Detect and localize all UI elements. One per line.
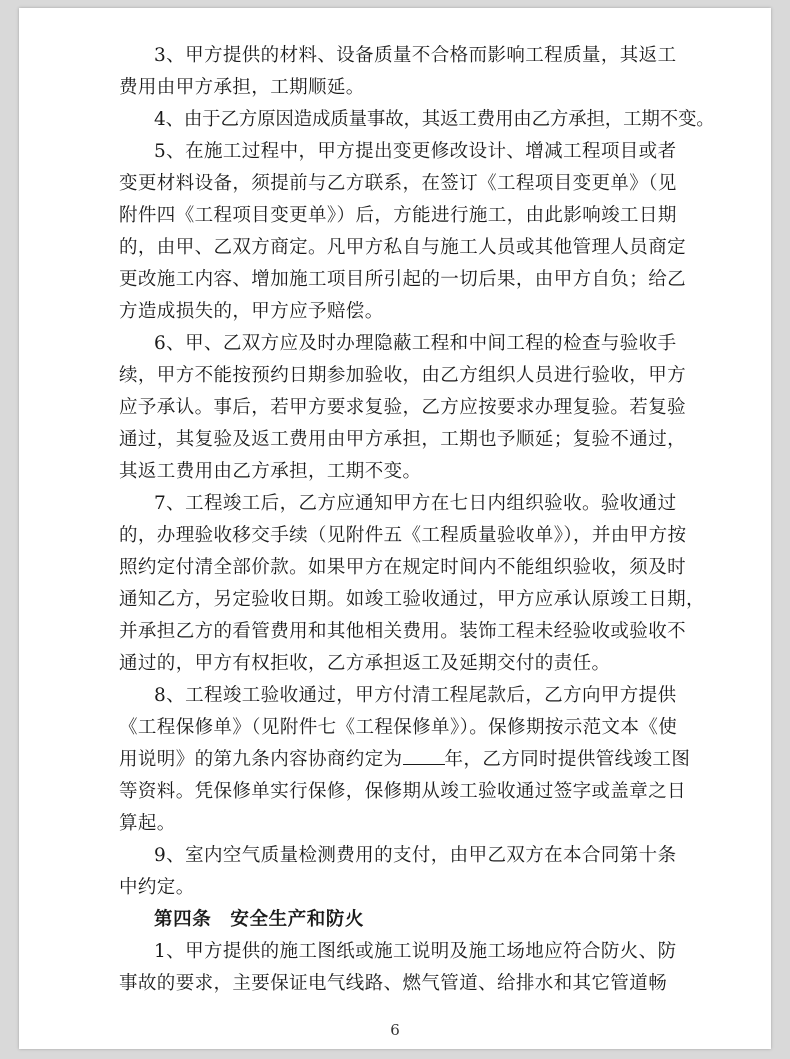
paragraph-line: 6、甲、乙双方应及时办理隐蔽工程和中间工程的检查与验收手 [154, 333, 677, 354]
fill-in-blank [403, 746, 445, 765]
paragraph-line: 的，办理验收移交手续（见附件五《工程质量验收单》），并由甲方按 [119, 525, 687, 546]
paragraph-line: 并承担乙方的看管费用和其他相关费用。装饰工程未经验收或验收不 [119, 621, 687, 642]
page-content [119, 40, 719, 1000]
document-page [19, 8, 771, 1049]
paragraph-line: 费用由甲方承担，工期顺延。 [119, 77, 365, 98]
paragraph-line-head: 用说明》的第九条内容协商约定为 [119, 749, 403, 770]
paragraph-line: 1、甲方提供的施工图纸或施工说明及施工场地应符合防火、防 [154, 941, 677, 962]
paragraph-line: 等资料。凭保修单实行保修，保修期从竣工验收通过签字或盖章之日 [119, 781, 687, 802]
paragraph-line: 中约定。 [119, 877, 195, 898]
paragraph-line: 续，甲方不能按预约日期参加验收，由乙方组织人员进行验收，甲方 [119, 365, 687, 386]
paragraph-6 [119, 328, 719, 488]
paragraph-9 [119, 840, 719, 904]
paragraph-line: 算起。 [119, 813, 176, 834]
paragraph-line: 变更材料设备，须提前与乙方联系，在签订《工程项目变更单》（见 [119, 173, 677, 194]
paragraph-line: 通知乙方，另定验收日期。如竣工验收通过，甲方应承认原竣工日期， [119, 589, 705, 610]
paragraph-line: 8、工程竣工验收通过，甲方付清工程尾款后，乙方向甲方提供 [154, 685, 677, 706]
paragraph-line: 应予承认。事后，若甲方要求复验，乙方应按要求办理复验。若复验 [119, 397, 687, 418]
section-heading: 第四条 安全生产和防火 [154, 909, 365, 930]
paragraph-line: 其返工费用由乙方承担，工期不变。 [119, 461, 422, 482]
page-number: 6 [390, 1021, 400, 1039]
paragraph-line: 4、由于乙方原因造成质量事故，其返工费用由乙方承担，工期不变。 [154, 109, 715, 130]
paragraph-line: 事故的要求，主要保证电气线路、燃气管道、给排水和其它管道畅 [119, 973, 668, 994]
paragraph-line-tail: 年，乙方同时提供管线竣工图 [444, 749, 691, 770]
paragraph-5 [119, 136, 719, 328]
paragraph-line: 方造成损失的，甲方应予赔偿。 [119, 301, 384, 322]
paragraph-line: 《工程保修单》（见附件七《工程保修单》）。保修期按示范文本《使 [119, 717, 678, 738]
paragraph-7 [119, 488, 719, 680]
paragraph-line: 附件四《工程项目变更单》）后，方能进行施工，由此影响竣工日期 [119, 205, 677, 226]
paragraph-line: 9、室内空气质量检测费用的支付，由甲乙双方在本合同第十条 [154, 845, 677, 866]
paragraph-line: 照约定付清全部价款。如果甲方在规定时间内不能组织验收，须及时 [119, 557, 687, 578]
paragraph-line: 通过的，甲方有权拒收，乙方承担返工及延期交付的责任。 [119, 653, 611, 674]
paragraph-line: 5、在施工过程中，甲方提出变更修改设计、增减工程项目或者 [154, 141, 677, 162]
paragraph-line: 通过，其复验及返工费用由甲方承担，工期也予顺延；复验不通过， [119, 429, 687, 450]
paragraph-section4-1 [119, 936, 719, 1000]
paragraph-8 [119, 680, 719, 840]
paragraph-line-with-blank [119, 744, 719, 776]
paragraph-line: 更改施工内容、增加施工项目所引起的一切后果，由甲方自负；给乙 [119, 269, 687, 290]
paragraph-line: 3、甲方提供的材料、设备质量不合格而影响工程质量，其返工 [154, 45, 677, 66]
paragraph-line: 7、工程竣工后，乙方应通知甲方在七日内组织验收。验收通过 [154, 493, 677, 514]
paragraph-4 [119, 104, 719, 136]
paragraph-line: 的，由甲、乙双方商定。凡甲方私自与施工人员或其他管理人员商定 [119, 237, 687, 258]
paragraph-3 [119, 40, 719, 104]
